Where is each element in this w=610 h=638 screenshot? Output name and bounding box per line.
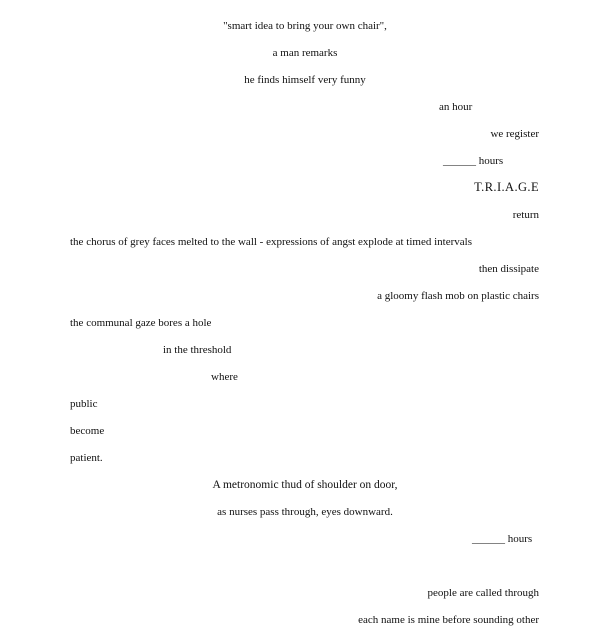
poem-line-we-register: we register (490, 128, 539, 140)
poem-line-nurses-pass-through: as nurses pass through, eyes downward. (217, 506, 393, 518)
poem-line-blank-hours-2: ______ hours (472, 533, 533, 545)
poem-line-patient: patient. (70, 452, 103, 464)
poem-line-public: public (70, 398, 98, 410)
poem-line-in-the-threshold: in the threshold (163, 344, 232, 356)
poem-line-finds-himself-funny: he finds himself very funny (244, 74, 366, 86)
poem-line-then-dissipate: then dissipate (478, 263, 539, 275)
poem-line-chorus-of-grey-faces: the chorus of grey faces melted to the wall - expressions of angst explode at timed intervals (70, 236, 472, 248)
poem-line-triage: T.R.I.A.G.E (474, 180, 539, 194)
poem-line-an-hour: an hour (439, 101, 473, 113)
poem-line-people-called-through: people are called through (427, 587, 539, 599)
poem-line-become: become (70, 425, 105, 437)
poem-line-chair-quote: "smart idea to bring your own chair", (223, 20, 387, 32)
poem-line-communal-gaze: the communal gaze bores a hole (70, 317, 212, 329)
poem-line-each-name-is-mine: each name is mine before sounding other (358, 614, 539, 626)
poem-line-where: where (211, 371, 238, 383)
poem-line-metronomic-thud: A metronomic thud of shoulder on door, (212, 479, 398, 491)
poem-line-blank-hours-1: ______ hours (443, 155, 504, 167)
poem-line-man-remarks: a man remarks (272, 47, 338, 59)
poem-line-return: return (512, 209, 539, 221)
poem-line-gloomy-flash-mob: a gloomy flash mob on plastic chairs (377, 290, 539, 302)
